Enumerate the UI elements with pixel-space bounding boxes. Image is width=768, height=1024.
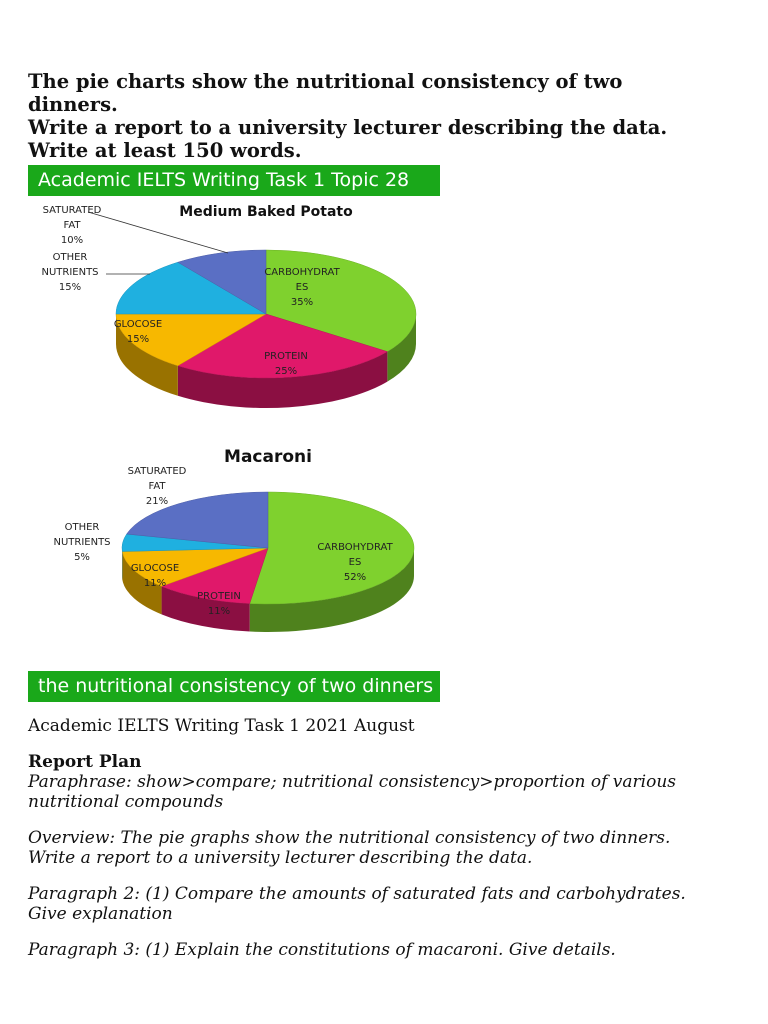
slice-label-glucose: GLOCOSE: [113, 319, 163, 330]
slice-label-other_nutrients: OTHER: [52, 252, 88, 263]
slice-percent-glucose: 11%: [143, 578, 167, 589]
report-plan: [28, 716, 744, 976]
slice-percent-carbohydrates: 35%: [290, 297, 314, 308]
slice-percent-saturated_fat: 10%: [60, 235, 84, 246]
prompt-line-2: dinners.: [28, 93, 118, 116]
chart-title: Medium Baked Potato: [179, 204, 353, 220]
slice-label-other_nutrients: OTHER: [64, 522, 100, 533]
paragraph2-line-1: Paragraph 2: (1) Compare the amounts of saturated fats and carbohydrates.: [28, 884, 686, 904]
prompt-line-1: The pie charts show the nutritional consistency of two: [28, 70, 623, 93]
slice-label-carbohydrates: ES: [348, 557, 362, 568]
slice-label-glucose: GLOCOSE: [130, 563, 180, 574]
slice-percent-other_nutrients: 15%: [58, 282, 82, 293]
slice-label-carbohydrates: ES: [295, 282, 309, 293]
potato-pie-chart: [0, 196, 768, 426]
slice-label-saturated_fat: FAT: [148, 481, 166, 492]
slice-percent-glucose: 15%: [126, 334, 150, 345]
slice-label-other_nutrients: NUTRIENTS: [53, 537, 111, 548]
paraphrase-line-2: nutritional compounds: [28, 792, 224, 812]
subtitle: Academic IELTS Writing Task 1 2021 August: [28, 716, 415, 736]
slice-label-saturated_fat: SATURATED: [127, 466, 187, 477]
slice-label-protein: PROTEIN: [264, 351, 308, 362]
slice-percent-protein: 25%: [274, 366, 298, 377]
task-prompt: [28, 70, 748, 162]
prompt-line-3: Write a report to a university lecturer describing the data.: [28, 116, 668, 139]
slice-percent-carbohydrates: 52%: [343, 572, 367, 583]
slice-label-carbohydrates: CARBOHYDRAT: [264, 267, 340, 278]
paragraph3-line-1: Paragraph 3: (1) Explain the constitutions of macaroni. Give details.: [28, 940, 616, 960]
prompt-line-4: Write at least 150 words.: [28, 139, 302, 162]
topic-banner: Academic IELTS Writing Task 1 Topic 28: [28, 165, 440, 196]
slice-label-saturated_fat: SATURATED: [42, 205, 102, 216]
plan-heading: Report Plan: [28, 752, 142, 772]
slice-label-saturated_fat: FAT: [63, 220, 81, 231]
slice-percent-protein: 11%: [207, 606, 231, 617]
slice-label-carbohydrates: CARBOHYDRAT: [317, 542, 393, 553]
slice-percent-other_nutrients: 5%: [74, 552, 90, 563]
overview-line-2: Write a report to a university lecturer describing the data.: [28, 848, 533, 868]
paragraph2-line-2: Give explanation: [28, 904, 173, 924]
slice-label-other_nutrients: NUTRIENTS: [41, 267, 99, 278]
chart-title: Macaroni: [224, 447, 312, 467]
caption-banner: the nutritional consistency of two dinners: [28, 671, 440, 702]
overview-line-1: Overview: The pie graphs show the nutritional consistency of two dinners.: [28, 828, 671, 848]
macaroni-pie-chart: [0, 440, 768, 670]
slice-label-protein: PROTEIN: [197, 591, 241, 602]
paraphrase-line-1: Paraphrase: show>compare; nutritional consistency>proportion of various: [28, 772, 677, 792]
slice-percent-saturated_fat: 21%: [145, 496, 169, 507]
